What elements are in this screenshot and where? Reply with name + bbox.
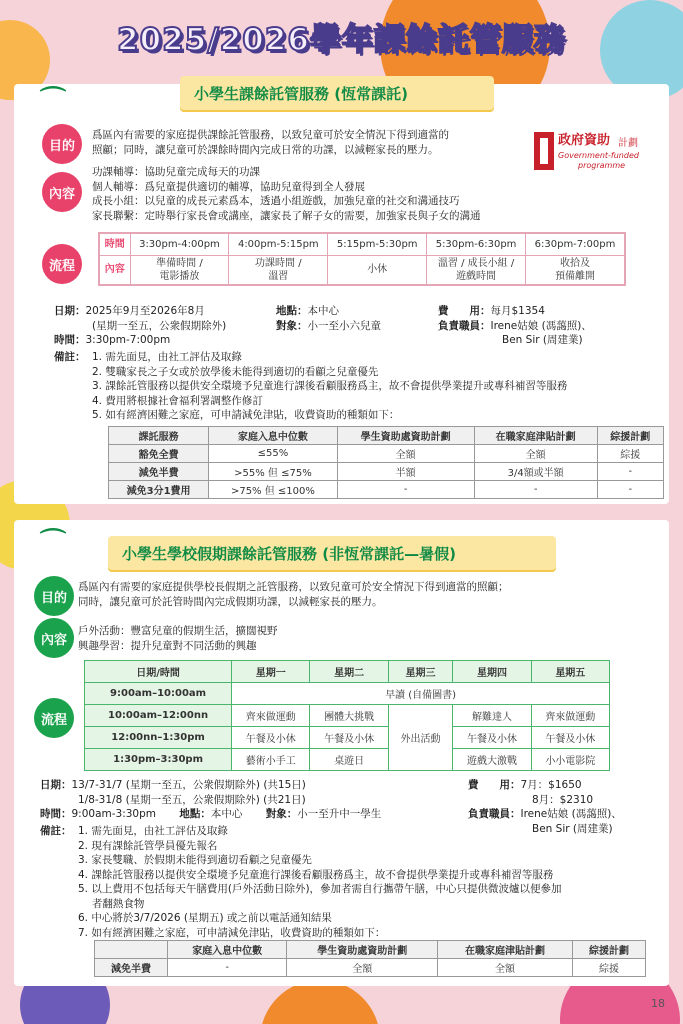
content-line: 小休: [367, 264, 388, 276]
time-cell: 5:30pm-6:30pm: [427, 233, 526, 255]
content-line: 個人輔導：爲兒童提供適切的輔導，協助兒童得到全人發展: [92, 180, 365, 193]
section-heading: 小學生課餘託管服務 (恆常課託): [180, 76, 494, 110]
note-item: 3. 家長雙職、於假期未能得到適切看顧之兒童優先: [78, 854, 312, 866]
purpose-line: 照顧；同時，讓兒童可於課餘時間內完成日常的功課，以減輕家長的壓力。: [92, 143, 439, 156]
info-fee: [438, 304, 592, 348]
table-cell: >75% 但 ≤100%: [209, 481, 337, 499]
target-label: 對象：: [276, 319, 308, 332]
table-cell: -: [337, 481, 474, 499]
table-cell: 小小電影院: [531, 749, 609, 771]
staff-label: 負責職員：: [438, 319, 491, 332]
info-place: [276, 304, 381, 333]
table-cell: 綜援: [573, 959, 646, 977]
table-cell: 早讀 (自備圖書): [232, 683, 610, 705]
table-cell: 遊戲大激戰: [453, 749, 531, 771]
content-line: 戶外活動：豐富兒童的假期生活，擴闊視野: [78, 625, 278, 637]
table-cell: 午餐及小休: [531, 727, 609, 749]
purpose-line: 爲區內有需要的家庭提供學校長假期之託管服務，以致兒童可於安全情況下得到適當的照顧；: [78, 581, 509, 593]
note-item: 5. 以上費用不包括每天午膳費用(戶外活動日除外)，參加者需自行攜帶午膳，中心只提供微波爐以便參加: [78, 883, 562, 895]
column-header: 綜援計劃: [597, 427, 663, 445]
table-row: [85, 749, 610, 771]
note-item: 4. 費用將根據社會福利署調整作修訂: [92, 394, 263, 407]
note-item: 3. 課餘託管服務以提供安全環境予兒童進行課後看顧服務爲主，故不會提供學業提升或專科補習等服務: [92, 380, 568, 392]
target-value: 小一至升中一學生: [297, 808, 382, 820]
table-cell: >55% 但 ≤75%: [209, 463, 337, 481]
table-header-row: [85, 661, 610, 683]
note-item: 6. 中心將於3/7/2026 (星期五) 或之前以電話通知結果: [78, 912, 332, 924]
svg-text:計劃: 計劃: [618, 138, 638, 149]
table-cell: 全額: [474, 445, 597, 463]
table-row: [85, 727, 610, 749]
table-cell: 齊來做運動: [531, 705, 609, 727]
column-header: 日期/時間: [85, 661, 232, 683]
svg-text:政府資助: 政府資助: [558, 133, 611, 148]
content-badge: 內容: [34, 618, 74, 658]
info-date: [40, 778, 381, 822]
table-row: [109, 445, 664, 463]
subsidy-table: [108, 426, 664, 499]
table-cell: 全額: [437, 959, 572, 977]
time-cell: 5:15pm-5:30pm: [328, 233, 427, 255]
staff-label: 負責職員：: [468, 808, 521, 820]
table-cell: 豁免全費: [109, 445, 209, 463]
page-title: 2025/2026學年課餘託管服務: [117, 22, 566, 58]
content-line: 預備離開: [555, 270, 595, 282]
time-cell: 6:30pm-7:00pm: [526, 233, 626, 255]
place-value: 本中心: [307, 305, 339, 317]
note-item: 2. 雙職家長之子女或於放學後未能得到適切的看顧之兒童優先: [92, 365, 379, 378]
time-label: 時間：: [40, 808, 72, 820]
table-cell: -: [167, 959, 287, 977]
column-header: 學生資助處資助計劃: [287, 941, 438, 959]
content-cell: [427, 255, 526, 285]
table-cell: -: [597, 481, 663, 499]
note-item: 1. 需先面見，由社工評估及取錄: [78, 825, 228, 837]
target-label: 對象：: [265, 808, 298, 820]
hook-icon: ⌒: [40, 528, 67, 558]
time-cell: 12:00nn–1:30pm: [85, 727, 232, 749]
place-label: 地點：: [179, 808, 211, 820]
date-label: 日期：: [40, 779, 72, 791]
table-cell: 減免半費: [95, 959, 168, 977]
table-cell: 午餐及小休: [232, 727, 310, 749]
table-cell: 全額: [337, 445, 474, 463]
table-row: [85, 683, 610, 705]
staff-value: Irene姑娘 (馮藹照)、: [520, 808, 622, 820]
purpose-line: 爲區內有需要的家庭提供課餘託管服務，以致兒童可於安全情況下得到適當的: [92, 129, 449, 141]
schedule-content-row: [99, 255, 625, 285]
content-text: [78, 624, 578, 653]
time-cell: 4:00pm-5:15pm: [229, 233, 328, 255]
staff-value: Irene姑娘 (馮藹照)、: [490, 319, 592, 332]
column-header: 在職家庭津貼計劃: [474, 427, 597, 445]
page-number: 18: [651, 997, 665, 1010]
content-line: 電影播放: [159, 270, 200, 282]
column-header: [95, 941, 168, 959]
content-line: 興趣學習：提升兒童對不同活動的興趣: [78, 639, 257, 652]
purpose-text: [92, 128, 532, 157]
table-row: [85, 705, 610, 727]
schedule-table: [98, 232, 626, 286]
schedule-time-row: [99, 233, 625, 255]
flow-badge: 流程: [34, 698, 74, 738]
subsidy-table: [94, 940, 646, 977]
staff-value: Ben Sir (周建業): [502, 334, 583, 346]
column-header: 綜援計劃: [573, 941, 646, 959]
table-cell: 解難達人: [453, 705, 531, 727]
row-header: 內容: [99, 255, 130, 285]
table-row: [109, 463, 664, 481]
notes-label: 備註：: [40, 825, 72, 837]
column-header: 課託服務: [109, 427, 209, 445]
time-value: 3:30pm-7:00pm: [85, 334, 171, 346]
note-item: 5. 如有經濟困難之家庭，可申請減免津貼，收費資助的種類如下：: [92, 409, 400, 421]
notes: [54, 350, 654, 423]
row-header: 時間: [99, 233, 130, 255]
date-note: (星期一至五，公衆假期除外): [92, 319, 227, 332]
content-badge: 內容: [42, 172, 82, 212]
time-cell: 1:30pm–3:30pm: [85, 749, 232, 771]
content-line: 遊戲時間: [456, 270, 497, 282]
place-value: 本中心: [210, 808, 243, 820]
notes: [40, 824, 660, 940]
content-line: 功課時間 /: [255, 257, 302, 269]
table-cell: 半額: [337, 463, 474, 481]
content-line: 成長小組：以兒童的成長元素爲本，透過小組遊戲，加強兒童的社交和溝通技巧: [92, 195, 460, 207]
hook-icon: ⌒: [40, 86, 67, 116]
table-cell: 午餐及小休: [453, 727, 531, 749]
column-header: 家庭入息中位數: [167, 941, 287, 959]
date-value: 1/8-31/8 (星期一至五，公衆假期除外) (共21日): [78, 793, 306, 806]
note-item: 2. 現有課餘託管學員優先報名: [78, 839, 218, 852]
svg-text:programme: programme: [578, 161, 626, 170]
info-date: [54, 304, 226, 348]
fee-label: 費 用：: [468, 779, 521, 791]
column-header: 星期三: [388, 661, 453, 683]
flow-badge: 流程: [42, 244, 82, 284]
column-header: 星期四: [453, 661, 531, 683]
column-header: 星期五: [531, 661, 609, 683]
content-line: 準備時間 /: [156, 257, 203, 269]
table-cell: 綜援: [597, 445, 663, 463]
time-cell: 9:00am–10:00am: [85, 683, 232, 705]
table-cell: 團體大挑戰: [310, 705, 388, 727]
note-item: 1. 需先面見，由社工評估及取錄: [92, 351, 242, 363]
table-header-row: [109, 427, 664, 445]
table-cell: -: [597, 463, 663, 481]
column-header: 在職家庭津貼計劃: [437, 941, 572, 959]
purpose-line: 同時，讓兒童可於託管時間內完成假期功課，以減輕家長的壓力。: [78, 595, 383, 608]
content-line: 溫習: [268, 270, 289, 282]
purpose-badge: 目的: [42, 124, 82, 164]
column-header: 星期一: [232, 661, 310, 683]
table-cell: -: [474, 481, 597, 499]
table-cell: 桌遊日: [310, 749, 388, 771]
svg-text:Government-funded: Government-funded: [558, 151, 639, 160]
table-row: [95, 959, 646, 977]
time-cell: 3:30pm-4:00pm: [130, 233, 229, 255]
column-header: 星期二: [310, 661, 388, 683]
purpose-text: [78, 580, 638, 609]
table-cell: 外出活動: [388, 705, 453, 771]
holiday-service-panel: [14, 520, 669, 986]
table-cell: 減免3分1費用: [109, 481, 209, 499]
table-cell: 藝術小手工: [232, 749, 310, 771]
table-header-row: [95, 941, 646, 959]
section-heading: 小學生學校假期課餘託管服務 (非恆常課託—暑假): [108, 536, 556, 570]
time-label: 時間：: [54, 334, 86, 346]
table-cell: 3/4額或半額: [474, 463, 597, 481]
date-value: 13/7-31/7 (星期一至五，公衆假期除外) (共15日): [71, 779, 306, 791]
table-cell: 全額: [287, 959, 438, 977]
column-header: 家庭入息中位數: [209, 427, 337, 445]
holiday-schedule-table: [84, 660, 610, 771]
purpose-badge: 目的: [34, 576, 74, 616]
note-item: 4. 課餘託管服務以提供安全環境予兒童進行課後看顧服務爲主，故不會提供學業提升或專科補習等服務: [78, 868, 554, 881]
note-item: 7. 如有經濟困難之家庭，可申請減免津貼，收費資助的種類如下：: [78, 926, 386, 939]
content-line: 溫習 / 成長小組 /: [437, 257, 515, 269]
content-line: 收拾及: [560, 257, 590, 269]
staff-value: Ben Sir (周建業): [532, 822, 613, 835]
fee-value: 8月：$2310: [532, 793, 594, 806]
table-cell: 齊來做運動: [232, 705, 310, 727]
content-line: 家長聯繫：定時舉行家長會或講座，讓家長了解子女的需要，加強家長與子女的溝通: [92, 209, 481, 222]
regular-service-panel: [14, 84, 669, 504]
column-header: 學生資助處資助計劃: [337, 427, 474, 445]
time-value: 9:00am-3:30pm: [71, 808, 157, 820]
time-cell: 10:00am–12:00nn: [85, 705, 232, 727]
fee-value: 每月$1354: [490, 305, 545, 317]
place-label: 地點：: [276, 305, 308, 317]
content-text: [92, 165, 592, 223]
table-cell: ≤55%: [209, 445, 337, 463]
table-cell: 午餐及小休: [310, 727, 388, 749]
table-cell: 減免半費: [109, 463, 209, 481]
fee-label: 費 用：: [438, 305, 491, 317]
content-cell: [526, 255, 626, 285]
target-value: 小一至小六兒童: [307, 319, 381, 332]
table-row: [109, 481, 664, 499]
content-cell: [130, 255, 229, 285]
content-line: 功課輔導：協助兒童完成每天的功課: [92, 166, 260, 178]
notes-label: 備註：: [54, 351, 86, 363]
decor-circle: [260, 980, 380, 1024]
date-value: 2025年9月至2026年8月: [85, 305, 205, 317]
fee-value: 7月：$1650: [520, 779, 582, 791]
date-label: 日期：: [54, 305, 86, 317]
content-cell: [328, 255, 427, 285]
note-item: 者翻熱食物: [78, 897, 145, 910]
content-cell: [229, 255, 328, 285]
